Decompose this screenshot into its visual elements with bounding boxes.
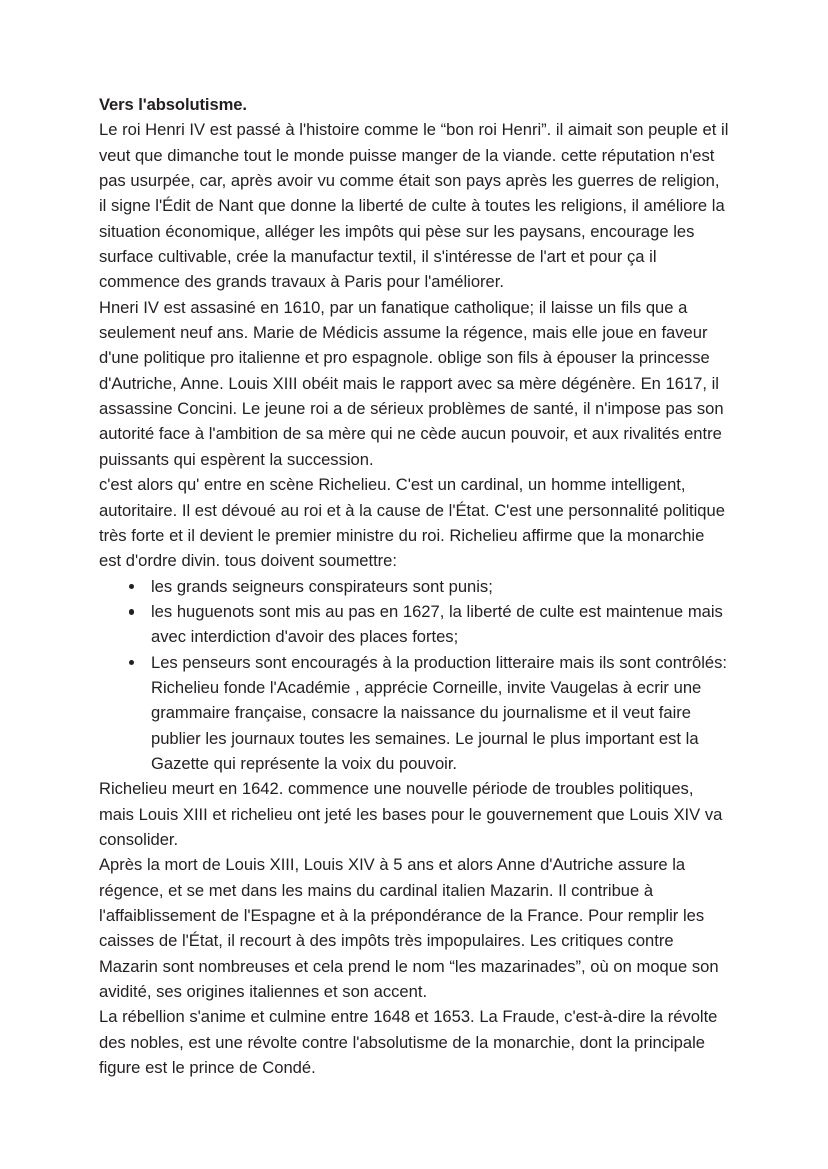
richelieu-measures-list [99, 574, 729, 777]
list-item [99, 574, 729, 599]
list-item [99, 650, 729, 777]
bullet-dot-icon [129, 660, 134, 665]
paragraph-mazarin: Après la mort de Louis XIII, Louis XIV à 5 ans et alors Anne d'Autriche assure la régence, et se met dans les mains du cardinal italien Mazarin. Il contribue à l'affaiblissement de l'Espagne et à la prépondérance de la France. Pour remplir les caisses de l'État, il recourt à des impôts très impopulaires. Les critiques contre Mazarin sont nombreuses et cela prend le nom “les mazarinades”, où on moque son avidité, ses origines italiennes et son accent. [99, 855, 719, 1002]
list-item [99, 599, 729, 650]
list-item-label: Les penseurs sont encouragés à la production litteraire mais ils sont contrôlés: Richelieu fonde l'Académie , apprécie Corneille, invite Vaugelas à ecrir une grammaire française, consacre la naissance du journalisme et il veut faire publier les journaux toutes les semaines. Le journal le plus important est la Gazette qui représente la voix du pouvoir. [151, 652, 727, 773]
paragraph-richelieu-death: Richelieu meurt en 1642. commence une nouvelle période de troubles politiques, mais Louis XIII et richelieu ont jeté les bases pour le gouvernement que Louis XIV va consolider. [99, 779, 723, 849]
paragraph-richelieu-intro: c'est alors qu' entre en scène Richelieu. C'est un cardinal, un homme intelligent, autoritaire. Il est dévoué au roi et à la cause de l'État. C'est une personnalité politique très forte et il devient le premier ministre du roi. Richelieu affirme que la monarchie est d'ordre divin. tous doivent soumettre: [99, 475, 725, 571]
document-text-body [99, 92, 729, 1080]
bullet-dot-icon [129, 609, 134, 614]
list-item-label: les grands seigneurs conspirateurs sont punis; [151, 576, 493, 596]
list-item-label: les huguenots sont mis au pas en 1627, la liberté de culte est maintenue mais avec interdiction d'avoir des places fortes; [151, 601, 723, 647]
bullet-dot-icon [129, 584, 134, 589]
paragraph-henri-iv: Le roi Henri IV est passé à l'histoire comme le “bon roi Henri”. il aimait son peuple et il veut que dimanche tout le monde puisse manger de la viande. cette réputation n'est pas usurpée, car, après avoir vu comme était son pays après les guerres de religion, il signe l'Édit de Nant que donne la liberté de culte à toutes les religions, il améliore la situation économique, alléger les impôts qui pèse sur les paysans, encourage les surface cultivable, crée la manufactur textil, il s'intéresse de l'art et pour ça il commence des grands travaux à Paris pour l'améliorer. [99, 120, 729, 292]
paragraph-fronde: La rébellion s'anime et culmine entre 1648 et 1653. La Fraude, c'est-à-dire la révolte des nobles, est une révolte contre l'absolutisme de la monarchie, dont la principale figure est le prince de Condé. [99, 1007, 718, 1078]
paragraph-assassination-regency: Hneri IV est assasiné en 1610, par un fanatique catholique; il laisse un fils que a seulement neuf ans. Marie de Médicis assume la régence, mais elle joue en faveur d'une politique pro italienne et pro espagnole. oblige son fils à épouser la princesse d'Autriche, Anne. Louis XIII obéit mais le rapport avec sa mère dégénère. En 1617, il assassine Concini. Le jeune roi a de sérieux problèmes de santé, il n'impose pas son autorité face à l'ambition de sa mère qui ne cède aucun pouvoir, et aux rivalités entre puissants qui espèrent la succession. [99, 297, 724, 469]
document-heading: Vers l'absolutisme. [99, 95, 247, 114]
